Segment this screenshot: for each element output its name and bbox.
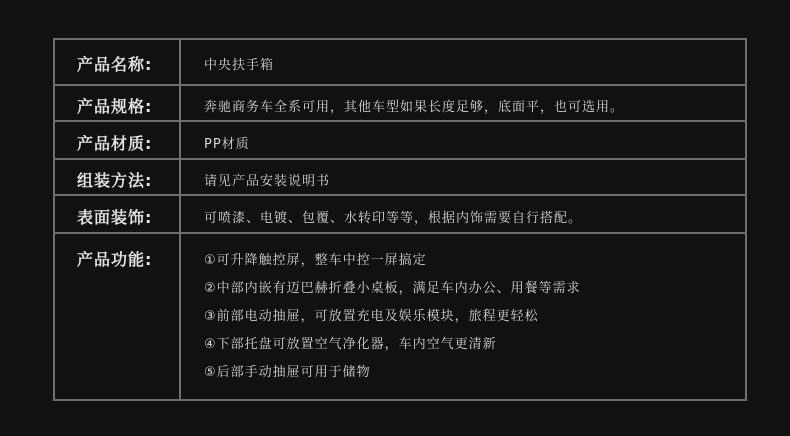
row-product-material — [55, 122, 745, 160]
row-product-spec — [55, 86, 745, 122]
value-product-material: PP材质 — [204, 137, 250, 152]
row-assembly-method — [55, 160, 745, 196]
row-product-functions — [55, 234, 745, 399]
label-product-material: 产品材质: — [77, 134, 153, 153]
feature-item: ⑤后部手动抽屉可用于储物 — [204, 365, 371, 380]
value-assembly-method: 请见产品安装说明书 — [204, 174, 331, 189]
row-product-name — [55, 40, 745, 86]
label-product-name: 产品名称: — [77, 55, 153, 74]
value-product-name: 中央扶手箱 — [204, 58, 275, 73]
label-surface-finish: 表面装饰: — [77, 208, 153, 227]
feature-item: ②中部内嵌有迈巴赫折叠小桌板，满足车内办公、用餐等需求 — [204, 281, 581, 296]
feature-item: ④下部托盘可放置空气净化器，车内空气更清新 — [204, 337, 497, 352]
product-spec-table — [53, 38, 747, 401]
row-surface-finish — [55, 196, 745, 234]
label-product-functions: 产品功能: — [77, 250, 153, 269]
label-assembly-method: 组装方法: — [77, 171, 153, 190]
value-product-spec: 奔驰商务车全系可用，其他车型如果长度足够，底面平，也可选用。 — [204, 100, 625, 115]
value-surface-finish: 可喷漆、电镀、包覆、水转印等等，根据内饰需要自行搭配。 — [204, 211, 583, 226]
feature-item: ①可升降触控屏，整车中控一屏搞定 — [204, 253, 427, 268]
label-product-spec: 产品规格: — [77, 97, 153, 116]
feature-item: ③前部电动抽屉，可放置充电及娱乐模块，旅程更轻松 — [204, 309, 539, 324]
